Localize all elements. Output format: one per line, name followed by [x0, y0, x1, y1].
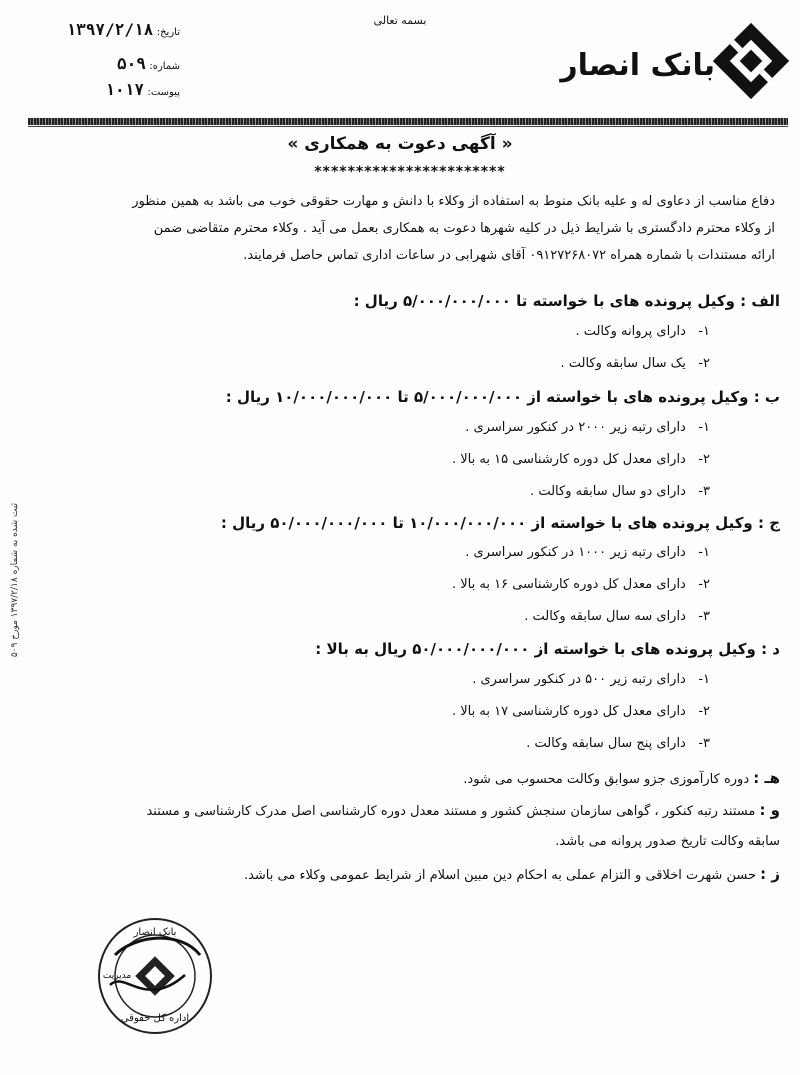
- stamp-middle-text: مدیریت: [102, 971, 132, 981]
- item-number: ۱-: [698, 420, 710, 435]
- item-number: ۲-: [698, 356, 710, 371]
- list-item: [300, 356, 710, 371]
- section-heading-a: الف : وکیل پرونده های با خواسته تا ۵/۰۰۰/۰۰۰/۰۰۰ ریال :: [353, 292, 780, 310]
- item-text: دارای معدل کل دوره کارشناسی ۱۷ به بالا .: [452, 704, 686, 719]
- item-number: ۱-: [698, 672, 710, 687]
- official-stamp: [95, 915, 215, 1037]
- item-number: ۱-: [698, 545, 710, 560]
- intro-line: ارائه مستندات با شماره همراه ۰۹۱۲۷۲۶۸۰۷۲ آقای شهرابی در ساعات اداری تماس حاصل فرمایند.: [243, 248, 775, 263]
- bank-name: بانک انصار: [560, 48, 715, 83]
- stamp-top-text: بانک انصار: [133, 927, 177, 938]
- attachment-row: [20, 80, 180, 99]
- item-number: ۱-: [698, 324, 710, 339]
- date-row: [20, 20, 180, 39]
- item-number: ۳-: [698, 736, 710, 751]
- section-heading-c: ج : وکیل پرونده های با خواسته از ۱۰/۰۰۰/۰۰۰/۰۰۰ تا ۵۰/۰۰۰/۰۰۰/۰۰۰ ریال :: [220, 514, 780, 532]
- note-v-text: مستند رتبه کنکور ، گواهی سازمان سنجش کشور و مستند معدل دوره کارشناسی اصل مدرک کارشناسی و مستند: [146, 804, 756, 819]
- note-z-text: حسن شهرت اخلاقی و التزام عملی به احکام دین مبین اسلام از شرایط عمومی وکلاء می باشد.: [243, 868, 756, 883]
- item-text: دارای معدل کل دوره کارشناسی ۱۶ به بالا .: [452, 577, 686, 592]
- bismillah-text: بسمه تعالی: [373, 14, 427, 27]
- list-item: [300, 672, 710, 687]
- date-value: ۱۳۹۷/۲/۱۸: [66, 20, 154, 39]
- list-item: [300, 484, 710, 499]
- list-item: [300, 452, 710, 467]
- note-v-label: و :: [759, 801, 780, 819]
- attachment-value: ۱۰۱۷: [105, 80, 144, 99]
- list-item: [300, 545, 710, 560]
- item-number: ۲-: [698, 577, 710, 592]
- list-item: [300, 577, 710, 592]
- header-divider: [28, 118, 788, 125]
- stamp-bottom-text: اداره کل حقوقی: [120, 1013, 190, 1024]
- note-v: [60, 796, 780, 826]
- margin-registration-note: ثبت شده به شماره ۱۳۹۷/۲/۱۸ مورخ ۵۰۹: [10, 502, 20, 658]
- list-item: [300, 736, 710, 751]
- list-item: [300, 324, 710, 339]
- section-heading-d: د : وکیل پرونده های با خواسته از ۵۰/۰۰۰/۰۰۰/۰۰۰ ریال به بالا :: [315, 640, 780, 658]
- item-number: ۳-: [698, 609, 710, 624]
- item-text: دارای معدل کل دوره کارشناسی ۱۵ به بالا .: [452, 452, 686, 467]
- item-text: دارای سه سال سابقه وکالت .: [524, 609, 686, 624]
- header-divider-thin: [28, 126, 788, 127]
- item-text: دارای پروانه وکالت .: [575, 324, 686, 339]
- date-label: تاریخ:: [156, 27, 180, 38]
- item-text: دارای رتبه زیر ۱۰۰۰ در کنکور سراسری .: [465, 545, 686, 560]
- intro-line: دفاع مناسب از دعاوی له و علیه بانک منوط به استفاده از وکلاء با دانش و مهارت حقوقی خوب می باشد به همین منظور: [132, 194, 775, 209]
- note-v-cont: سابقه وکالت تاریخ صدور پروانه می باشد.: [555, 834, 780, 849]
- note-z-label: ز :: [760, 865, 780, 883]
- intro-line: از وکلاء محترم دادگستری با شرایط ذیل در کلیه شهرها دعوت به همکاری بعمل می آید . وکلاء محترم متقاضی ضمن: [153, 221, 775, 236]
- bank-logo-icon: [712, 22, 790, 100]
- item-text: یک سال سابقه وکالت .: [560, 356, 686, 371]
- note-h-text: دوره کارآموزی جزو سوابق وکالت محسوب می شود.: [463, 772, 750, 787]
- section-heading-b: ب : وکیل پرونده های با خواسته از ۵/۰۰۰/۰۰۰/۰۰۰ تا ۱۰/۰۰۰/۰۰۰/۰۰۰ ریال :: [225, 388, 780, 406]
- item-text: دارای رتبه زیر ۵۰۰ در کنکور سراسری .: [472, 672, 686, 687]
- number-value: ۵۰۹: [116, 54, 146, 73]
- note-h: [60, 764, 780, 794]
- attachment-label: پیوست:: [147, 87, 180, 98]
- item-text: دارای پنج سال سابقه وکالت .: [526, 736, 686, 751]
- list-item: [300, 609, 710, 624]
- page-title: « آگهی دعوت به همکاری »: [287, 134, 513, 154]
- title-stars: ***********************: [314, 164, 506, 180]
- item-number: ۲-: [698, 704, 710, 719]
- item-number: ۲-: [698, 452, 710, 467]
- item-text: دارای رتبه زیر ۲۰۰۰ در کنکور سراسری .: [465, 420, 686, 435]
- note-z: [60, 860, 780, 890]
- number-row: [20, 54, 180, 73]
- list-item: [300, 420, 710, 435]
- number-label: شماره:: [149, 61, 180, 72]
- note-h-label: هـ :: [753, 769, 780, 787]
- item-number: ۳-: [698, 484, 710, 499]
- item-text: دارای دو سال سابقه وکالت .: [530, 484, 686, 499]
- list-item: [300, 704, 710, 719]
